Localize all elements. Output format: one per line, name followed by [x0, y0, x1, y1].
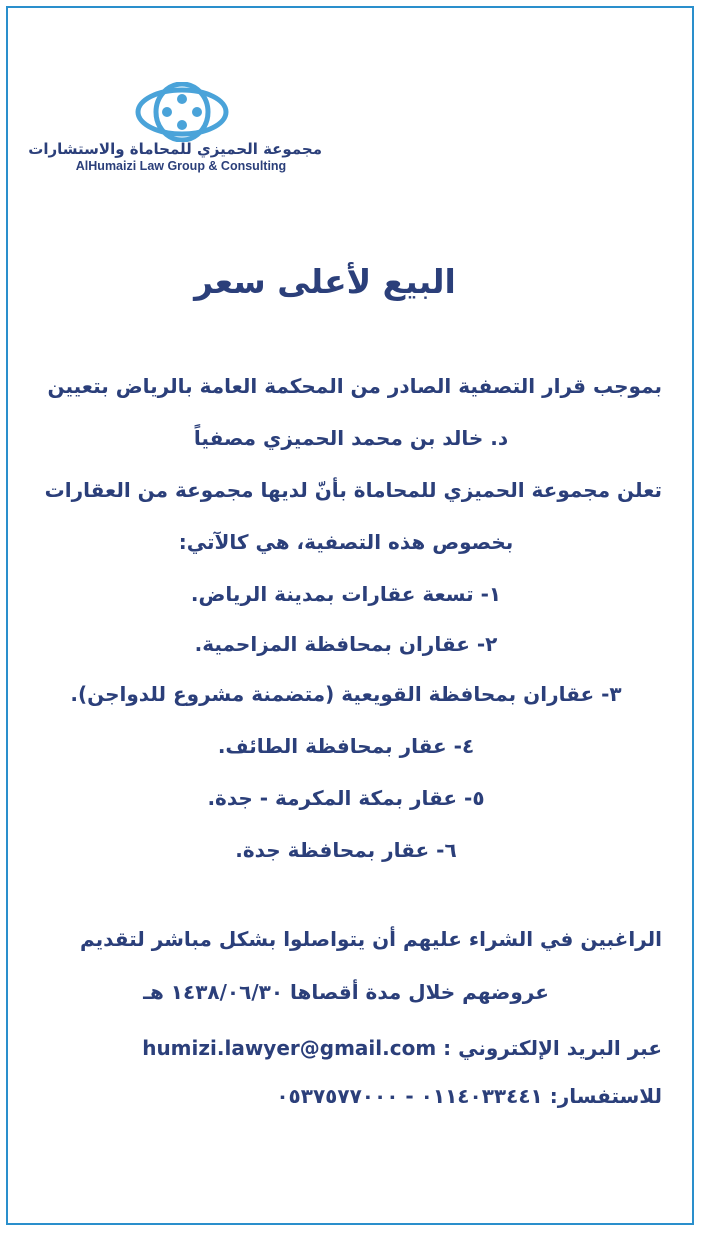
logo-emblem-icon [132, 82, 232, 142]
page-title: البيع لأعلى سعر [194, 262, 456, 301]
list-item-6: ٦- عقار بمحافظة جدة. [235, 838, 457, 862]
intro-line-4: بخصوص هذه التصفية، هي كالآتي: [178, 530, 514, 554]
list-item-2: ٢- عقاران بمحافظة المزاحمية. [194, 632, 498, 656]
company-logo [28, 82, 330, 178]
list-item-1: ١- تسعة عقارات بمدينة الرياض. [190, 582, 502, 606]
closing-line-1: الراغبين في الشراء عليهم أن يتواصلوا بشكل مباشر لتقديم [79, 927, 662, 951]
logo-arabic-name: مجموعة الحميزي للمحاماة والاستشارات [28, 140, 322, 158]
list-item-4: ٤- عقار بمحافظة الطائف. [217, 734, 475, 758]
closing-line-2: عروضهم خلال مدة أقصاها ١٤٣٨/٠٦/٣٠ هـ [143, 980, 549, 1004]
logo-english-name: AlHumaizi Law Group & Consulting [75, 159, 287, 173]
intro-line-3: تعلن مجموعة الحميزي للمحاماة بأنّ لديها مجموعة من العقارات [44, 478, 662, 502]
phone-numbers: ٠١١٤٠٣٣٤٤١ - ٠٥٣٧٥٧٧٠٠٠ [276, 1084, 543, 1108]
phone-label: للاستفسار: [549, 1084, 662, 1108]
phone-contact [30, 1084, 662, 1108]
intro-line-1: بموجب قرار التصفية الصادر من المحكمة العامة بالرياض بتعيين [47, 374, 662, 398]
email-label: عبر البريد الإلكتروني : [443, 1036, 662, 1060]
email-address[interactable]: humizi.lawyer@gmail.com [142, 1036, 437, 1060]
list-item-5: ٥- عقار بمكة المكرمة - جدة. [207, 786, 485, 810]
intro-line-2: د. خالد بن محمد الحميزي مصفياً [193, 426, 509, 450]
email-contact [30, 1036, 662, 1060]
list-item-3: ٣- عقاران بمحافظة القويعية (متضمنة مشروع للدواجن). [70, 682, 622, 706]
